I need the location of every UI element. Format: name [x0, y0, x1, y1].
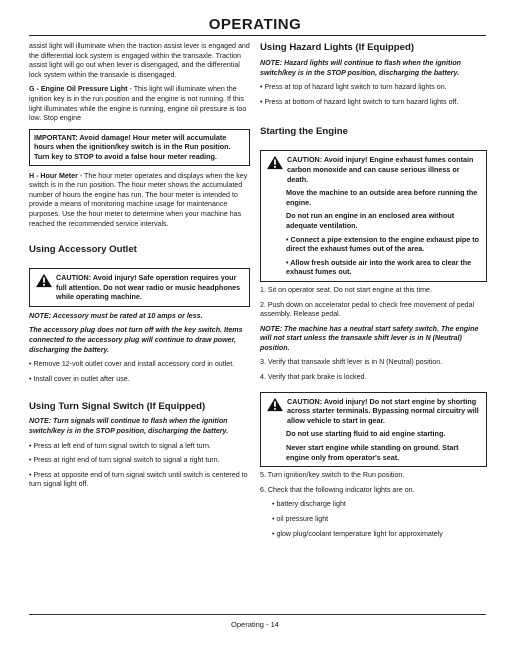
starter-caution-text: CAUTION: Avoid injury! Do not start engine by shorting across starter terminals. Bypassing normal circuitry will allow vehicle to start in gear. — [287, 396, 479, 425]
starter-caution-fluid: Do not use starting fluid to aid engine starting. — [286, 429, 446, 439]
exhaust-caution-enclosed: Do not run an engine in an enclosed area without adequate ventilation. — [286, 211, 455, 230]
turn-signal-bullet-1: • Press at left end of turn signal switch to signal a left turn. — [29, 441, 211, 450]
indicator-light-oil: • oil pressure light — [272, 515, 329, 523]
accessory-note-rating: NOTE: Accessory must be rated at 10 amps or less. — [29, 311, 203, 320]
accessory-note-plug: The accessory plug does not turn off with the key switch. Items connected to the accessory plug will continue to draw power, discharging the battery. — [29, 326, 243, 354]
step-6: 6. Check that the following indicator lights are on. — [260, 485, 415, 494]
step-2: 2. Push down on accelerator pedal to check free movement of pedal assembly. Release pedal. — [260, 300, 475, 319]
hazard-bullet-2: • Press at bottom of hazard light switch to turn hazard lights off. — [260, 97, 459, 106]
left-column — [29, 42, 250, 495]
accessory-bullet-2: • Install cover in outlet after use. — [29, 374, 130, 383]
page-footer: Operating - 14 — [231, 620, 279, 629]
accessory-bullet-1: • Remove 12-volt outlet cover and install accessory cord in outlet. — [29, 360, 235, 369]
exhaust-caution-text: CAUTION: Avoid injury! Engine exhaust fumes contain carbon monoxide and can cause serious illness or death. — [287, 155, 474, 184]
right-column — [260, 42, 487, 544]
step-1: 1. Sit on operator seat. Do not start engine at this time. — [260, 285, 432, 294]
oil-pressure-text: - This light will illuminate when the ignition key is in the run position and the engine is not running. If this light illuminates while the engine is running, engine oil pressure is too low. Stop engine — [29, 85, 247, 123]
turn-signal-bullet-2: • Press at right end of turn signal switch to signal a right turn. — [29, 456, 220, 465]
hazard-heading: Using Hazard Lights (If Equipped) — [260, 42, 415, 53]
oil-pressure-paragraph — [29, 85, 250, 123]
starter-caution-box — [260, 392, 487, 468]
footer-divider — [29, 614, 486, 615]
turn-signal-bullet-3: • Press at opposite end of turn signal switch until switch is centered to turn signal light off. — [29, 470, 248, 489]
accessory-heading: Using Accessory Outlet — [29, 244, 137, 256]
exhaust-caution-box — [260, 150, 487, 282]
warning-triangle-icon — [266, 397, 284, 412]
starting-engine-heading: Starting the Engine — [260, 126, 348, 138]
traction-assist-paragraph: assist light will illuminate when the traction assist lever is engaged and the differential lock system is engaged within the transaxle. Traction assist light will go out when lever is disengaged, and the differential lock system within the transaxle is disengaged. — [29, 42, 250, 79]
turn-signal-heading: Using Turn Signal Switch (If Equipped) — [29, 401, 206, 413]
step-4: 4. Verify that park brake is locked. — [260, 373, 367, 382]
turn-signal-note: NOTE: Turn signals will continue to flash when the ignition switch/key is in the STOP position, discharging the battery. — [29, 417, 229, 436]
accessory-caution-box — [29, 268, 250, 307]
step-3: 3. Verify that transaxle shift lever is in N (Neutral) position. — [260, 358, 443, 367]
oil-pressure-lead: G - Engine Oil Pressure Light — [29, 85, 128, 94]
step-5: 5. Turn ignition/key switch to the Run position. — [260, 471, 405, 480]
page-title: OPERATING — [208, 16, 302, 33]
hour-meter-text: - The hour meter operates and displays when the key switch is in the run position. The hour meter shows the accumulated number of hours the engine has run. The hour meter is intended to provide a means of monitoring machine usage for maintenance purposes. Use the hour meter to determine when your machine has reached the recommended service intervals. — [29, 171, 248, 228]
starter-caution-seat: Never start engine while standing on ground. Start engine only from operator's seat. — [286, 443, 459, 462]
exhaust-caution-pipe: • Connect a pipe extension to the engine exhaust pipe to direct the exhaust fumes out of the area. — [286, 234, 480, 254]
important-box: IMPORTANT: Avoid damage! Hour meter will accumulate hours when the ignition/key switch is in the Run position. Turn key to STOP to avoid a false hour meter reading. — [29, 129, 250, 166]
accessory-caution-text: CAUTION: Avoid injury! Safe operation requires your full attention. Do not wear radio or music headphones while operating machine. — [56, 273, 241, 302]
title-divider — [29, 35, 486, 36]
hour-meter-lead: H - Hour Meter — [29, 171, 78, 180]
exhaust-caution-air: • Allow fresh outside air into the work area to clear the exhaust fumes out. — [286, 257, 472, 277]
indicator-light-glow-plug: • glow plug/coolant temperature light for approximately — [272, 529, 443, 538]
hazard-bullet-1: • Press at top of hazard light switch to turn hazard lights on. — [260, 83, 447, 92]
hazard-note: NOTE: Hazard lights will continue to flash when the ignition switch/key is in the STOP position, discharging the battery. — [260, 59, 461, 77]
indicator-light-battery: • battery discharge light — [272, 500, 346, 509]
neutral-start-note: NOTE: The machine has a neutral start safety switch. The engine will not start unless the transaxle shift lever is in N (Neutral) position. — [260, 324, 479, 352]
warning-triangle-icon — [35, 273, 53, 288]
warning-triangle-icon — [266, 155, 284, 170]
exhaust-caution-move: Move the machine to an outside area before running the engine. — [286, 188, 478, 207]
hour-meter-paragraph — [29, 172, 250, 230]
